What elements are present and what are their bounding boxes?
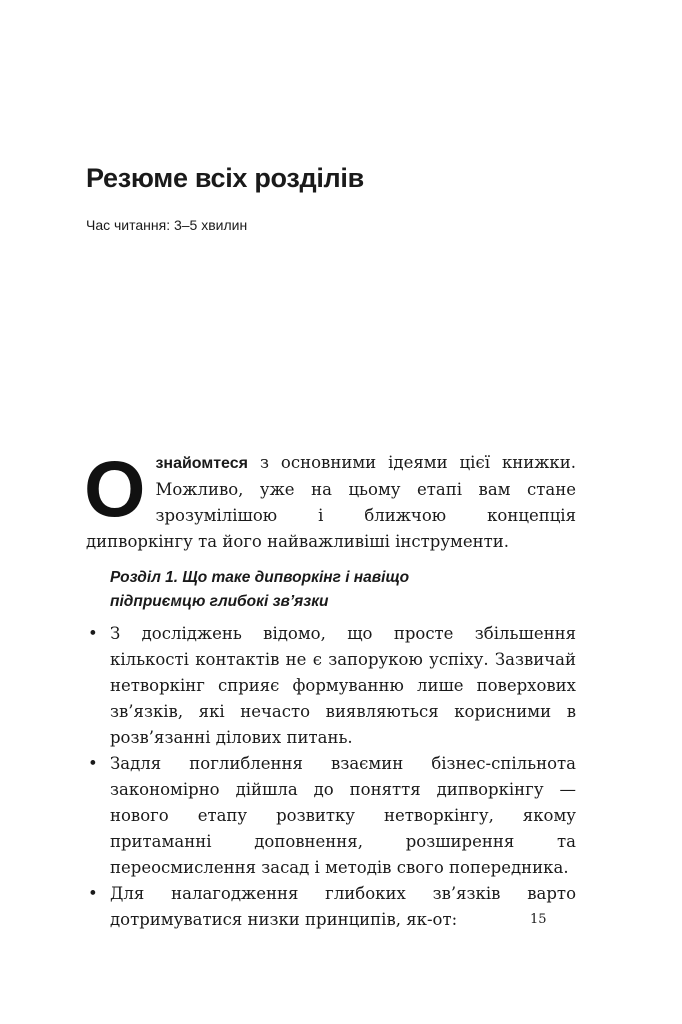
bullet-marker: •: [88, 754, 98, 773]
section-heading: [110, 566, 550, 614]
section-heading-line-2: підприємцю глибокі зв’язки: [110, 593, 329, 610]
section-heading-line-1: Розділ 1. Що таке дипворкінг і навіщо: [110, 569, 410, 586]
list-item-text: Для налагодження глибоких зв’язків варто дотримуватися низки принципів, як-от:: [110, 884, 576, 929]
intro-lead-word: знайомтеся: [155, 455, 248, 472]
bullet-marker: •: [88, 884, 98, 903]
drop-cap: О: [84, 444, 146, 533]
list-item-text: Задля поглиблення взаємин бізнес-спільнота закономірно дійшла до поняття дипворкінгу — нового етапу розвитку нетворкінгу, якому притаманні доповнення, розширення та переосмислення засад і методів свого попередника.: [110, 754, 576, 877]
intro-text: з основними ідеями цієї книжки. Можливо, уже на цьому етапі вам стане зрозумілішою і ближчою концепція дипворкінгу та його найважливіші інструменти.: [86, 453, 576, 551]
page-number: 15: [530, 912, 547, 927]
list-item: [86, 621, 576, 751]
bullet-marker: •: [88, 624, 98, 643]
list-item: [86, 881, 576, 933]
reading-time: Час читання: 3–5 хвилин: [86, 217, 248, 233]
list-item-text: З досліджень відомо, що просте збільшення кількості контактів не є запорукою успіху. Зазвичай нетворкінг сприяє формуванню лише поверхових зв’язків, які нечасто виявляються корисними в розв’язанні ділових питань.: [110, 624, 576, 747]
bullet-list: [86, 621, 576, 933]
intro-paragraph: [84, 444, 576, 555]
list-item: [86, 751, 576, 881]
page-title: Резюме всіх розділів: [86, 163, 364, 193]
